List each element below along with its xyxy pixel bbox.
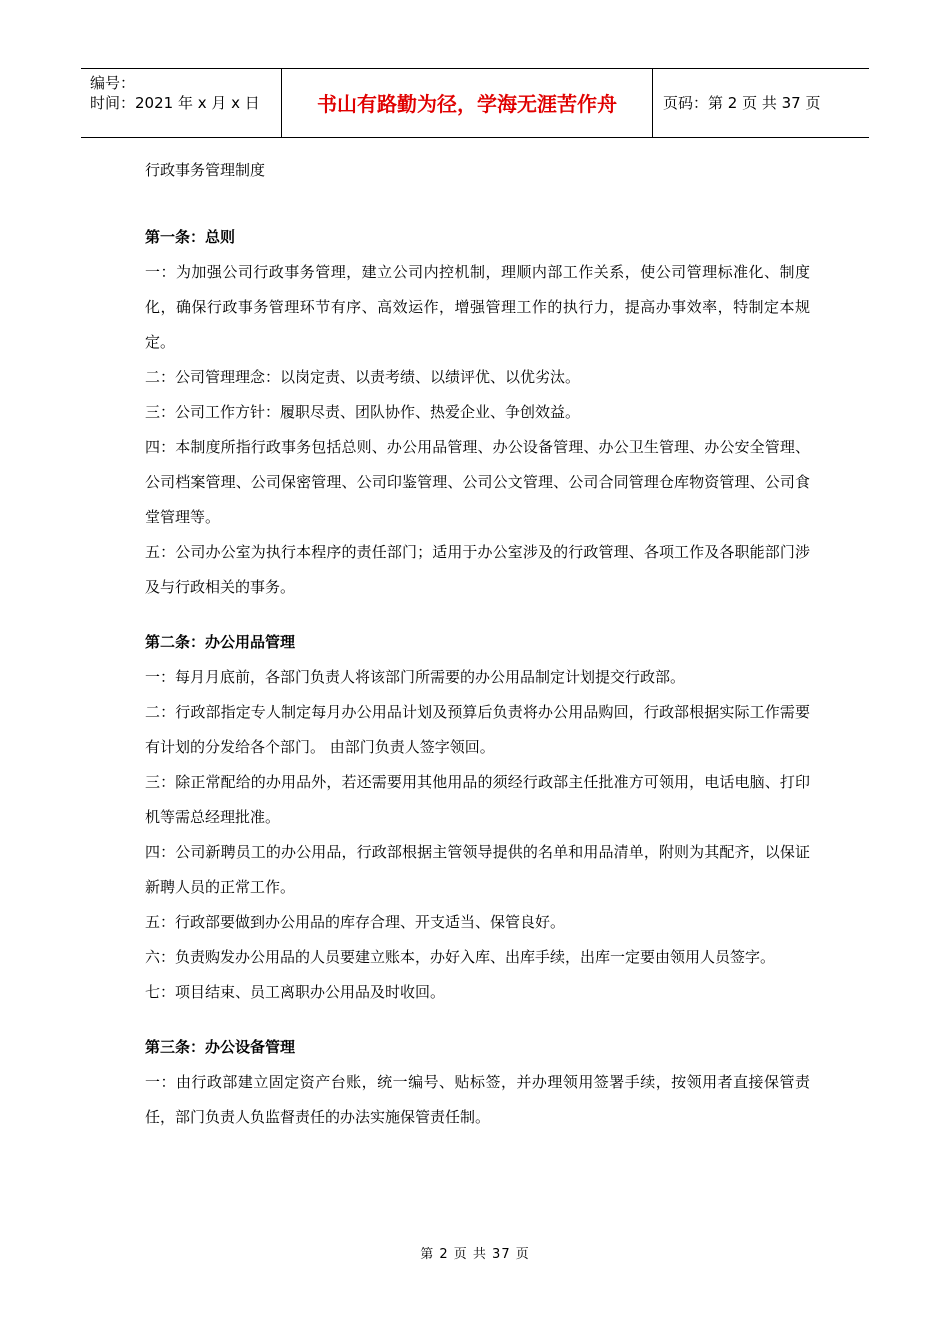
paragraph: 六：负责购发办公用品的人员要建立账本，办好入库、出库手续，出库一定要由领用人员签字。 [145,948,776,966]
header-motto: 书山有路勤为径，学海无涯苦作舟 [317,92,617,116]
paragraph: 五：行政部要做到办公用品的库存合理、开支适当、保管良好。 [145,913,566,931]
paragraph: 二：行政部指定专人制定每月办公用品计划及预算后负责将办公用品购回，行政部根据实际工作需要有计划的分发给各个部门。 由部门负责人签字领回。 [145,703,810,756]
header-page-label: 页码：第 2 页 共 37 页 [663,94,821,112]
header-number-label: 编号： [90,74,136,92]
section-heading: 第二条：办公用品管理 [145,633,296,651]
document-title: 行政事务管理制度 [145,161,266,179]
paragraph: 一：由行政部建立固定资产台账，统一编号、贴标签，并办理领用签署手续，按领用者直接保管责任，部门负责人负监督责任的办法实施保管责任制。 [145,1073,810,1126]
page-footer: 第 2 页 共 37 页 [420,1247,530,1262]
header-motto-cell [282,69,653,137]
paragraph: 一：每月月底前，各部门负责人将该部门所需要的办公用品制定计划提交行政部。 [145,668,686,686]
section-office-equipment [145,1030,810,1135]
header-info-cell [81,69,282,137]
header-page-cell [653,69,869,137]
section-office-supplies [145,625,810,1010]
paragraph: 七：项目结束、员工离职办公用品及时收回。 [145,983,446,1001]
header-time-label: 时间：2021 年 x 月 x 日 [90,94,260,112]
paragraph: 五：公司办公室为执行本程序的责任部门；适用于办公室涉及的行政管理、各项工作及各职能部门涉及与行政相关的事务。 [145,543,810,596]
page-header [81,68,869,138]
paragraph: 三：公司工作方针：履职尽责、团队协作、热爱企业、争创效益。 [145,403,581,421]
paragraph: 四：本制度所指行政事务包括总则、办公用品管理、办公设备管理、办公卫生管理、办公安全管理、公司档案管理、公司保密管理、公司印鉴管理、公司公文管理、公司合同管理仓库物资管理、公司食堂管理等。 [145,438,810,526]
section-general [145,220,810,605]
paragraph: 三：除正常配给的办用品外，若还需要用其他用品的须经行政部主任批准方可领用，电话电脑、打印机等需总经理批准。 [145,773,810,826]
section-heading: 第一条：总则 [145,228,236,246]
paragraph: 四：公司新聘员工的办公用品，行政部根据主管领导提供的名单和用品清单，附则为其配齐，以保证新聘人员的正常工作。 [145,843,810,896]
section-heading: 第三条：办公设备管理 [145,1038,296,1056]
paragraph: 一：为加强公司行政事务管理，建立公司内控机制，理顺内部工作关系，使公司管理标准化、制度化，确保行政事务管理环节有序、高效运作，增强管理工作的执行力，提高办事效率，特制定本规定。 [145,263,810,351]
paragraph: 二：公司管理理念：以岗定责、以责考绩、以绩评优、以优劣汰。 [145,368,581,386]
document-body [145,150,810,1155]
